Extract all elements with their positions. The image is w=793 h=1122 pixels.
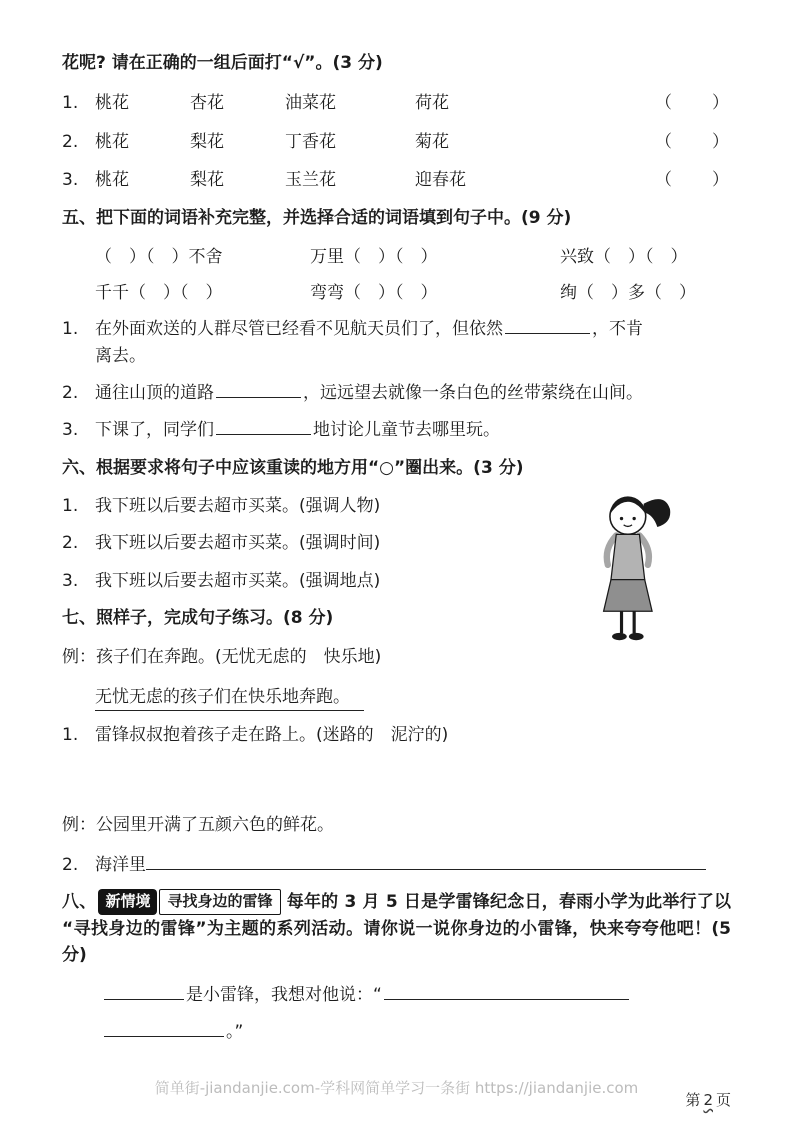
word: 玉兰花 [285, 170, 336, 191]
item-number: 2. [62, 533, 79, 554]
section-number: 八、 [62, 892, 97, 913]
fill-blank [104, 1019, 224, 1037]
section6-title: 六、根据要求将句子中应该重读的地方用“○”圈出来。(3 分) [62, 457, 524, 478]
word: 丁香花 [285, 131, 336, 152]
long-fill-blank [146, 852, 706, 870]
fill-blank [216, 417, 311, 435]
answer-space [62, 760, 731, 812]
sentence-part: 下课了，同学们 [95, 420, 214, 441]
sentence-part: 在外面欢送的人群尽管已经看不见航天员们了，但依然 [95, 319, 503, 340]
sentence-part: 离去。 [95, 345, 146, 366]
word: 梨花 [190, 170, 224, 191]
word: 杏花 [190, 93, 224, 114]
question-text [95, 316, 731, 369]
item-number: 2. [62, 854, 79, 875]
answer-bracket: （ ） [655, 93, 731, 114]
question-text [95, 417, 731, 443]
sentence-part: 通往山顶的道路 [95, 383, 214, 404]
stem-text: 每年的 3 月 5 日是学雷锋纪念日，春雨小学为此举行了以“寻找身边的雷锋”为主题的系列活动。请你说一说你身边的小雷锋，快来夸夸他吧！(5 分) [62, 892, 731, 965]
word: 荷花 [415, 93, 449, 114]
item-number: 1. [62, 93, 79, 114]
fill-blank [216, 380, 301, 398]
section7-example-1: 例：孩子们在奔跑。(无忧无虑的 快乐地) [62, 646, 382, 667]
idiom-row-1 [62, 244, 731, 270]
word: 桃花 [95, 93, 129, 114]
section5-question-2 [62, 380, 731, 406]
sentence-part: 地讨论儿童节去哪里玩。 [313, 420, 500, 441]
question4-row-2 [62, 129, 731, 155]
girl-cartoon-illustration [577, 488, 685, 646]
section7-question-1 [62, 722, 731, 748]
fill-blank [104, 982, 184, 1000]
girl-sweater [611, 534, 645, 579]
idiom: 千千（ ）（ ） [95, 283, 223, 304]
section7-question-2 [62, 852, 731, 878]
sentence-part: 是小雷锋，我想对他说：“ [186, 985, 382, 1006]
item-number: 3. [62, 170, 79, 191]
idiom: 绚（ ）多（ ） [560, 283, 696, 304]
girl-skirt [604, 580, 652, 612]
item-number: 1. [62, 496, 79, 517]
page-number-prefix: 第 [685, 1090, 701, 1109]
question4-row-3 [62, 167, 731, 193]
sentence: 雷锋叔叔抱着孩子走在路上。(迷路的 泥泞的) [95, 725, 449, 746]
question4-intro: 花呢? 请在正确的一组后面打“√”。(3 分) [62, 53, 383, 73]
word: 桃花 [95, 131, 129, 152]
sentence [95, 852, 731, 878]
item-number: 2. [62, 131, 79, 152]
question-text [95, 380, 731, 406]
section8-answer-line-2 [102, 1019, 731, 1045]
topic-tag: 寻找身边的雷锋 [159, 889, 280, 915]
idiom: 弯弯（ ）（ ） [310, 283, 438, 304]
idiom: （ ）（ ）不舍 [95, 246, 223, 267]
sentence-part: 。” [226, 1021, 244, 1042]
item-number: 3. [62, 420, 79, 441]
page-number [685, 1089, 731, 1112]
sentence-part: ，不肯 [592, 319, 643, 340]
word: 梨花 [190, 131, 224, 152]
page-number-suffix: 页 [715, 1090, 731, 1109]
section7-example-answer [95, 684, 731, 710]
item-number: 3. [62, 570, 79, 591]
idiom-row-2 [62, 280, 731, 306]
page-number-value: 2 [703, 1090, 713, 1109]
girl-shoe-left [612, 633, 627, 640]
fill-blank [384, 982, 629, 1000]
section7-example-2: 例：公园里开满了五颜六色的鲜花。 [62, 814, 334, 835]
section5-question-3 [62, 417, 731, 443]
item-number: 2. [62, 383, 79, 404]
section5-question-1 [62, 316, 731, 369]
fill-blank [505, 316, 590, 334]
watermark-text: 简单街-jiandanjie.com-学科网简单学习一条街 https://jiandanjie.com [154, 1078, 639, 1097]
sentence-part: ，远远望去就像一条白色的丝带萦绕在山间。 [303, 383, 643, 404]
item-number: 1. [62, 319, 79, 340]
section8-answer-line-1 [102, 982, 731, 1008]
idiom: 兴致（ ）（ ） [560, 246, 688, 267]
word: 迎春花 [415, 170, 466, 191]
item-number: 1. [62, 725, 79, 746]
question4-row-1 [62, 90, 731, 116]
section7-title: 七、照样子，完成句子练习。(8 分) [62, 608, 334, 629]
section8-stem [62, 889, 731, 968]
word: 桃花 [95, 170, 129, 191]
sentence: 我下班以后要去超市买菜。(强调时间) [95, 533, 381, 554]
section5-title: 五、把下面的词语补充完整，并选择合适的词语填到句子中。(9 分) [62, 208, 572, 229]
girl-shoe-right [629, 633, 644, 640]
word: 油菜花 [285, 93, 336, 114]
idiom: 万里（ ）（ ） [310, 246, 438, 267]
sentence-part: 海洋里 [95, 854, 146, 875]
sentence: 我下班以后要去超市买菜。(强调地点) [95, 570, 381, 591]
underlined-sentence: 无忧无虑的孩子们在快乐地奔跑。 [95, 687, 364, 711]
girl-ponytail [644, 499, 671, 527]
new-context-badge: 新情境 [98, 889, 157, 915]
word: 菊花 [415, 131, 449, 152]
answer-bracket: （ ） [655, 170, 731, 191]
answer-bracket: （ ） [655, 131, 731, 152]
sentence: 我下班以后要去超市买菜。(强调人物) [95, 496, 381, 517]
